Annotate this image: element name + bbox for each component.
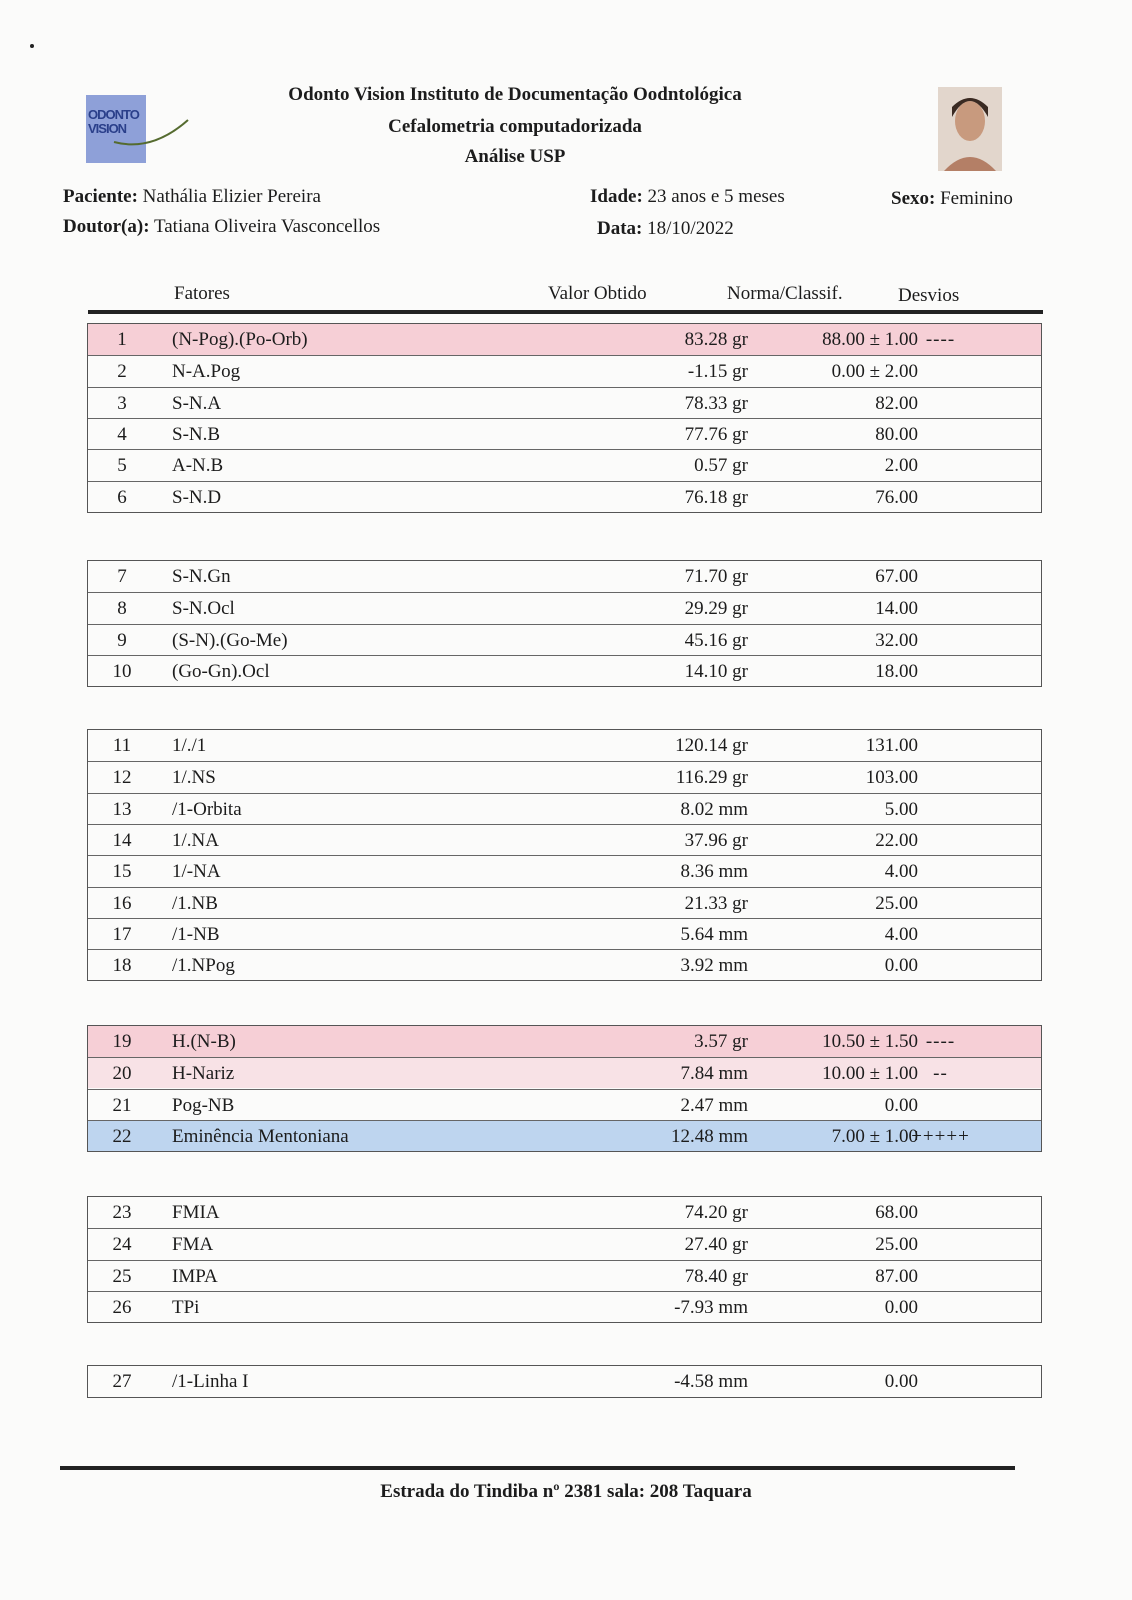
doctor-row (63, 216, 380, 238)
factor-name: 1/.NA (172, 830, 219, 851)
patient-name-row (63, 186, 321, 208)
norm-value: 131.00 (865, 735, 918, 756)
obtained-value: 8.02 mm (680, 799, 748, 820)
logo-text: ODONTO VISION (88, 107, 139, 136)
factor-name: /1-NB (172, 924, 220, 945)
norm-value: 68.00 (875, 1202, 918, 1223)
table-row (88, 824, 1041, 855)
norm-value: 0.00 ± 2.00 (831, 361, 918, 382)
factor-name: S-N.A (172, 393, 222, 414)
table-group (87, 729, 1042, 981)
factor-name: /1.NPog (172, 955, 235, 976)
factor-name: 1/./1 (172, 735, 207, 756)
norm-value: 87.00 (875, 1266, 918, 1287)
row-number: 6 (117, 487, 127, 508)
row-number: 2 (117, 361, 127, 382)
page-title: Odonto Vision Instituto de Documentação Oodntológica (288, 84, 742, 105)
row-number: 18 (112, 955, 132, 976)
obtained-value: 12.48 mm (670, 1126, 748, 1147)
obtained-value: 3.92 mm (680, 955, 748, 976)
obtained-value: -4.58 mm (674, 1371, 748, 1392)
norm-value: 5.00 (884, 799, 918, 820)
norm-value: 4.00 (884, 861, 918, 882)
row-number: 17 (112, 924, 132, 945)
table-row (88, 592, 1041, 623)
norm-value: 0.00 (884, 1095, 918, 1116)
obtained-value: 0.57 gr (694, 455, 748, 476)
table-row (88, 418, 1041, 449)
factor-name: (S-N).(Go-Me) (172, 630, 288, 651)
norm-value: 88.00 ± 1.00 (822, 329, 918, 350)
row-number: 21 (112, 1095, 132, 1116)
norm-value: 76.00 (875, 487, 918, 508)
row-number: 3 (117, 393, 127, 414)
table-row (88, 949, 1041, 980)
table-row (88, 1260, 1041, 1291)
obtained-value: 76.18 gr (684, 487, 748, 508)
obtained-value: -7.93 mm (674, 1297, 748, 1318)
table-row (88, 1197, 1041, 1228)
row-number: 13 (112, 799, 132, 820)
analysis-name: Análise USP (464, 146, 566, 167)
row-number: 7 (117, 566, 127, 587)
norm-value: 25.00 (875, 1234, 918, 1255)
factor-name: TPi (172, 1297, 200, 1318)
row-number: 23 (112, 1202, 132, 1223)
sex-row (891, 188, 1013, 210)
factor-name: H.(N-B) (172, 1031, 236, 1052)
deviation-value: +++++ (911, 1126, 970, 1147)
table-row (88, 730, 1041, 761)
row-number: 14 (112, 830, 132, 851)
norm-value: 22.00 (875, 830, 918, 851)
norm-value: 18.00 (875, 661, 918, 682)
row-number: 24 (112, 1234, 132, 1255)
factor-name: Pog-NB (172, 1095, 235, 1116)
row-number: 27 (112, 1371, 132, 1392)
footer-rule (60, 1466, 1015, 1470)
norm-value: 103.00 (865, 767, 918, 788)
table-row (88, 1057, 1041, 1088)
age-row (590, 186, 785, 208)
date-label: Data: (597, 218, 643, 239)
obtained-value: 77.76 gr (684, 424, 748, 445)
factor-name: H-Nariz (172, 1063, 235, 1084)
obtained-value: 7.84 mm (680, 1063, 748, 1084)
row-number: 20 (112, 1063, 132, 1084)
factor-name: /1-Orbita (172, 799, 242, 820)
table-row (88, 793, 1041, 824)
doctor-label: Doutor(a): (63, 216, 150, 237)
table-row (88, 387, 1041, 418)
factor-name: /1.NB (172, 893, 218, 914)
page-subtitle: Cefalometria computadorizada (388, 116, 642, 137)
sex-label: Sexo: (891, 188, 936, 209)
norm-value: 14.00 (875, 598, 918, 619)
deviation-value: -- (933, 1063, 948, 1084)
factor-name: Eminência Mentoniana (172, 1126, 349, 1147)
obtained-value: 14.10 gr (684, 661, 748, 682)
header-deviation: Desvios (898, 285, 960, 306)
header-norm: Norma/Classif. (727, 283, 843, 304)
obtained-value: 78.40 gr (684, 1266, 748, 1287)
sex-value: Feminino (940, 188, 1013, 209)
table-row (88, 1291, 1041, 1322)
obtained-value: 45.16 gr (684, 630, 748, 651)
date-row (597, 218, 734, 240)
row-number: 1 (117, 329, 127, 350)
header-rule (88, 310, 1043, 314)
norm-value: 0.00 (884, 1371, 918, 1392)
row-number: 22 (112, 1126, 132, 1147)
norm-value: 67.00 (875, 566, 918, 587)
factor-name: FMA (172, 1234, 214, 1255)
factor-name: S-N.Gn (172, 566, 231, 587)
row-number: 25 (112, 1266, 132, 1287)
factor-name: /1-Linha I (172, 1371, 249, 1392)
factor-name: IMPA (172, 1266, 218, 1287)
age-label: Idade: (590, 186, 643, 207)
table-row (88, 1120, 1041, 1151)
norm-value: 7.00 ± 1.00 (831, 1126, 918, 1147)
norm-value: 0.00 (884, 1297, 918, 1318)
factor-name: N-A.Pog (172, 361, 241, 382)
factor-name: S-N.B (172, 424, 221, 445)
patient-photo (938, 87, 1002, 171)
factor-name: A-N.B (172, 455, 224, 476)
table-row (88, 355, 1041, 386)
table-row (88, 761, 1041, 792)
table-row (88, 855, 1041, 886)
table-row (88, 655, 1041, 686)
obtained-value: 71.70 gr (684, 566, 748, 587)
factor-name: S-N.D (172, 487, 222, 508)
date-value: 18/10/2022 (647, 218, 734, 239)
row-number: 16 (112, 893, 132, 914)
obtained-value: 8.36 mm (680, 861, 748, 882)
row-number: 10 (112, 661, 132, 682)
table-group (87, 1365, 1042, 1398)
table-row (88, 1026, 1041, 1057)
row-number: 4 (117, 424, 127, 445)
norm-value: 0.00 (884, 955, 918, 976)
table-row (88, 324, 1041, 355)
patient-label: Paciente: (63, 186, 138, 207)
header-factors: Fatores (174, 283, 230, 304)
table-row (88, 624, 1041, 655)
obtained-value: 27.40 gr (684, 1234, 748, 1255)
obtained-value: 120.14 gr (675, 735, 748, 756)
table-group (87, 560, 1042, 687)
doctor-name: Tatiana Oliveira Vasconcellos (153, 216, 381, 237)
obtained-value: 3.57 gr (694, 1031, 748, 1052)
footer-address: Estrada do Tindiba nº 2381 sala: 208 Taquara (380, 1481, 752, 1502)
obtained-value: -1.15 gr (687, 361, 748, 382)
patient-portrait-icon (938, 87, 1002, 171)
norm-value: 25.00 (875, 893, 918, 914)
row-number: 15 (112, 861, 132, 882)
obtained-value: 21.33 gr (684, 893, 748, 914)
norm-value: 2.00 (884, 455, 918, 476)
deviation-value: ---- (925, 329, 956, 350)
table-row (88, 449, 1041, 480)
deviation-value: ---- (925, 1031, 956, 1052)
table-row (88, 481, 1041, 512)
patient-name: Nathália Elizier Pereira (142, 186, 321, 207)
norm-value: 10.50 ± 1.50 (822, 1031, 918, 1052)
table-row (88, 918, 1041, 949)
row-number: 9 (117, 630, 127, 651)
header-value: Valor Obtido (548, 283, 647, 304)
factor-name: FMIA (172, 1202, 220, 1223)
row-number: 12 (112, 767, 132, 788)
table-group (87, 1196, 1042, 1323)
obtained-value: 83.28 gr (684, 329, 748, 350)
table-row (88, 1089, 1041, 1120)
table-row (88, 561, 1041, 592)
factor-name: (N-Pog).(Po-Orb) (172, 329, 308, 350)
row-number: 11 (112, 735, 132, 756)
row-number: 19 (112, 1031, 132, 1052)
age-value: 23 anos e 5 meses (647, 186, 785, 207)
obtained-value: 116.29 gr (675, 767, 748, 788)
scan-dot (30, 44, 34, 48)
table-group (87, 323, 1042, 513)
factor-name: S-N.Ocl (172, 598, 235, 619)
table-group (87, 1025, 1042, 1152)
norm-value: 10.00 ± 1.00 (822, 1063, 918, 1084)
row-number: 8 (117, 598, 127, 619)
obtained-value: 5.64 mm (680, 924, 748, 945)
table-row (88, 1366, 1041, 1397)
obtained-value: 37.96 gr (684, 830, 748, 851)
obtained-value: 2.47 mm (680, 1095, 748, 1116)
obtained-value: 74.20 gr (684, 1202, 748, 1223)
norm-value: 4.00 (884, 924, 918, 945)
table-row (88, 887, 1041, 918)
row-number: 5 (117, 455, 127, 476)
obtained-value: 29.29 gr (684, 598, 748, 619)
factor-name: 1/-NA (172, 861, 221, 882)
norm-value: 82.00 (875, 393, 918, 414)
factor-name: 1/.NS (172, 767, 216, 788)
norm-value: 80.00 (875, 424, 918, 445)
factor-name: (Go-Gn).Ocl (172, 661, 270, 682)
table-row (88, 1228, 1041, 1259)
row-number: 26 (112, 1297, 132, 1318)
norm-value: 32.00 (875, 630, 918, 651)
obtained-value: 78.33 gr (684, 393, 748, 414)
